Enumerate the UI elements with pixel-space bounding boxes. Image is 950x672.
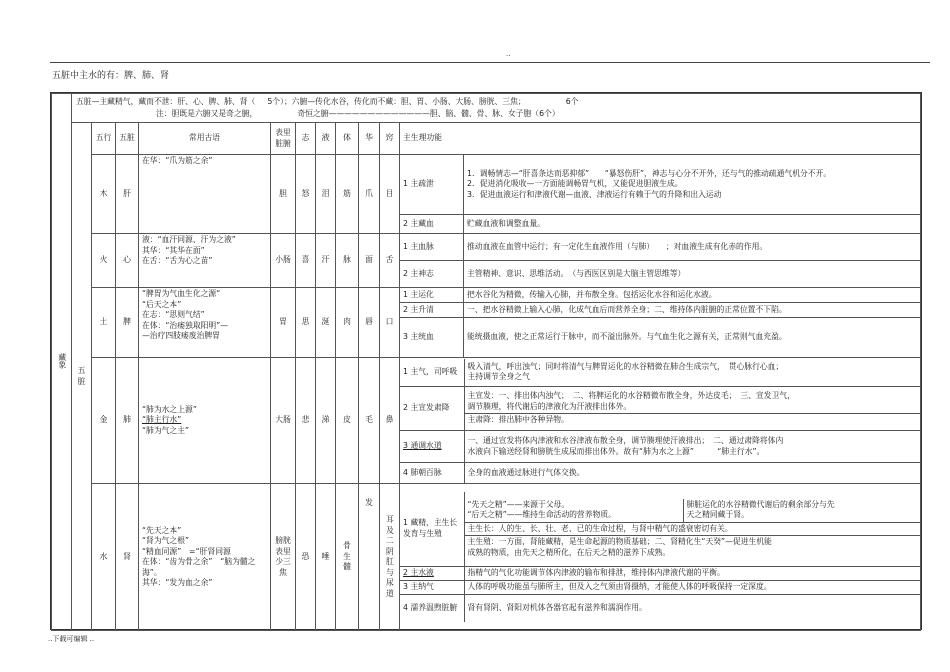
water-f1-detail: “先天之精”——来源于父母。 “后天之精”——维持生命活动的营养物质。 肺脏运化的水谷精微代谢后的剩余部分与先 天之精同藏于肾。 主生长：人的生、长、壮、老、已的生命过程，与肾中精气的盛衰密切有关。 主生殖：一方面，肾能藏精，是生命起源的物质基础；二、肾精化生“天癸”—促进生机能 成熟的物质，由先天之精所化，在后天之精的滋养下成熟。 <box>464 492 920 566</box>
metal-f1: 1 主气，司呼吸 <box>400 359 464 387</box>
water-f3-detail: 人体的呼吸功能虽与肺所主，但及入之气须由肾摄纳，才能使人体的呼吸保持一定深度。 <box>464 580 920 594</box>
wuzang-label: 五脏 <box>72 123 92 631</box>
earth-guyu: “脾胃为气血生化之源“ “后天之本” 在志：“思则气结” 在体：“治痿独取阳明”— —治疗四肢痿废治脾胃 <box>139 288 271 358</box>
fire-fu: 小肠 <box>271 234 296 288</box>
metal-qiao: 鼻 <box>380 358 400 484</box>
water-hua: 发 <box>359 484 380 631</box>
wood-zang: 肝 <box>116 155 139 234</box>
fire-qiao: 舌 <box>380 234 400 288</box>
metal-functions <box>400 358 921 484</box>
col-ti: 体 <box>336 123 359 155</box>
metal-f3-detail: 一、通过宣发将体内津液和水谷津液布散全身，调节腠理使汗液排出； 二、通过肃降将体内 水液向下输送经肾和膀胱生成尿而排出体外。故有“肺为水之上源” “肺主行水”。 <box>464 431 920 463</box>
document-table-frame <box>50 92 922 630</box>
water-ti: 骨生髓 <box>336 484 359 631</box>
col-qiao: 窍 <box>380 123 400 155</box>
wood-zhi: 怒 <box>296 155 316 234</box>
row-fire <box>52 234 921 261</box>
fire-guyu: 液：“血汗同源、汗为之液” 其华：“其华在面” 在舌：“舌为心之苗” <box>139 234 271 288</box>
metal-ti: 皮 <box>336 358 359 484</box>
water-f1: 1 藏精，主生长发育与生殖 <box>400 492 464 566</box>
earth-ye: 涎 <box>316 288 336 358</box>
metal-f1-detail: 吸入清气，呼出浊气；同时将清气与脾胃运化的水谷精微在肺合生成宗气， 贯心脉行心血； 主持调节全身之气 <box>467 361 784 382</box>
earth-fu: 胃 <box>271 288 296 358</box>
footer-note: ..下载可编辑 .. <box>48 635 95 643</box>
subtitle: 五脏中主水的有：脾、肺、肾 <box>52 71 170 81</box>
water-ye: 唾 <box>316 484 336 631</box>
wood-fu: 胆 <box>271 155 296 234</box>
fire-f2: 2 主神志 <box>400 261 464 288</box>
header-dots: .. <box>506 50 511 58</box>
fire-xing: 火 <box>92 234 116 288</box>
earth-f2: 2 主升清 <box>400 303 464 318</box>
wood-ti: 筋 <box>336 155 359 234</box>
metal-hua: 毛 <box>359 358 380 484</box>
earth-f1: 1 主运化 <box>400 288 464 303</box>
metal-f2: 2 主宣发肃降 <box>400 387 464 431</box>
col-guyu: 常用古语 <box>139 123 271 155</box>
earth-f2-detail: 一、把水谷精微上输入心肺，化成气血后而营养全身；二、维持体内脏腑的正常位置不下陷。 <box>464 303 921 318</box>
wood-f2: 2 主藏血 <box>400 215 464 234</box>
zangxiang-label: 藏象 <box>52 94 72 631</box>
wood-hua: 爪 <box>359 155 380 234</box>
wood-qiao: 目 <box>380 155 400 234</box>
zangxiang-table <box>51 93 921 631</box>
wood-xing: 木 <box>92 155 116 234</box>
water-f2: 2 主水液 <box>400 566 464 580</box>
fire-ti: 脉 <box>336 234 359 288</box>
water-guyu: “先天之本” “肾为气之根” “精血同源” =“肝肾同源 在体：“齿为骨之余” “脑为髓之海”。 其华：“发为血之余” <box>139 484 271 631</box>
row-wood <box>52 155 921 215</box>
metal-xing: 金 <box>92 358 116 484</box>
earth-f1-detail: 把水谷化为精微，传输入心肺，并布散全身。包括运化水谷和运化水液。 <box>464 288 921 303</box>
fire-ye: 汗 <box>316 234 336 288</box>
fire-zang: 心 <box>116 234 139 288</box>
earth-f3-detail: 能统摄血液，使之正常运行于脉中，而不溢出脉外。与气血生化之源有关，正常则气血充盈。 <box>464 318 921 358</box>
earth-xing: 土 <box>92 288 116 358</box>
metal-f4-detail: 全身的血液通过脉进行气体交换。 <box>464 463 920 483</box>
fire-f1-detail: 推动血液在血管中运行；有一定化生血液作用（与肺） ；对血液生成有化赤的作用。 <box>464 234 921 261</box>
col-ye: 液 <box>316 123 336 155</box>
col-wuxing: 五行 <box>92 123 116 155</box>
metal-guyu: “肺为水之上源” “肺主行水” “肺为气之主” <box>139 358 271 484</box>
col-wuzang: 五脏 <box>116 123 139 155</box>
col-shengli: 主生理功能 <box>400 123 921 155</box>
metal-f2-detail: 主宣发：一、排出体内浊气； 二、将脾运化的水谷精微布散全身，外达皮毛； 三、宣发卫气， 调节腠理，将代谢后的津液化为汗液排出体外。 主肃降：排出肺中各种异物。 <box>464 387 920 431</box>
metal-fu: 大肠 <box>271 358 296 484</box>
col-hua: 华 <box>359 123 380 155</box>
row-metal <box>52 358 921 484</box>
wood-ye: 泪 <box>316 155 336 234</box>
water-qiao: 耳及二阴肛与尿道 <box>380 484 400 631</box>
earth-f3: 3 主统血 <box>400 318 464 358</box>
metal-ye: 涕 <box>316 358 336 484</box>
col-zhi: 志 <box>296 123 316 155</box>
water-f4: 4 濡养温煦脏腑 <box>400 594 464 622</box>
fire-f1: 1 主血脉 <box>400 234 464 261</box>
earth-qiao: 口 <box>380 288 400 358</box>
water-f2-detail: 指精气的气化功能调节体内津液的输布和排泄，维持体内津液代谢的平衡。 <box>464 566 920 580</box>
fire-zhi: 喜 <box>296 234 316 288</box>
earth-zang: 脾 <box>116 288 139 358</box>
row-water <box>52 484 921 631</box>
metal-f4: 4 肺朝百脉 <box>400 463 464 483</box>
fire-hua: 面 <box>359 234 380 288</box>
col-biaoli: 表里脏腑 <box>271 123 296 155</box>
metal-f3: 3 通调水道 <box>400 431 464 463</box>
intro-text: 五脏—主藏精气，藏而不泄：肝、心、脾、肺、肾（ 5个）；六腑—传化水谷，传化而不藏：胆、胃、小肠、大肠、膀胱、三焦； 6个 注：胆既是六腑又是奇之腑， 奇恒之腑—————————————胆、脑、髓、骨、脉、女子胞（6个） <box>72 94 921 123</box>
wood-guyu: 在华：“爪为筋之余” <box>139 155 271 234</box>
water-fu: 膀胱表里少三焦 <box>271 484 296 631</box>
earth-ti: 肉 <box>336 288 359 358</box>
top-rule <box>50 62 930 63</box>
earth-hua: 唇 <box>359 288 380 358</box>
metal-zang: 肺 <box>116 358 139 484</box>
row-earth <box>52 288 921 303</box>
water-zhi: 恐 <box>296 484 316 631</box>
water-f3: 3 主纳气 <box>400 580 464 594</box>
water-f4-detail: 肾有肾阴、肾阳对机体各器官起有滋养和濡润作用。 <box>464 594 920 622</box>
water-zang: 肾 <box>116 484 139 631</box>
fire-f2-detail: 主管精神、意识、思维活动。 （与西医区别是大脑主管思维等） <box>464 261 921 288</box>
water-xing: 水 <box>92 484 116 631</box>
water-functions <box>400 484 921 631</box>
metal-zhi: 悲 <box>296 358 316 484</box>
wood-f2-detail: 贮藏血液和调整血量。 <box>464 215 921 234</box>
earth-zhi: 思 <box>296 288 316 358</box>
wood-f1-detail: 1．调畅情志—“肝喜条达而恶抑郁” “暴怒伤肝”，神志与心分不开外，还与气的推动疏通气机分不开。 2．促进消化吸收—一方面能调畅胃气机，又能促进胆液生成。 3．促进血液运行和津液代谢—血液、津液运行有赖于气的升降和出入运动 <box>464 155 921 215</box>
wood-f1: 1 主疏泄 <box>400 155 464 215</box>
